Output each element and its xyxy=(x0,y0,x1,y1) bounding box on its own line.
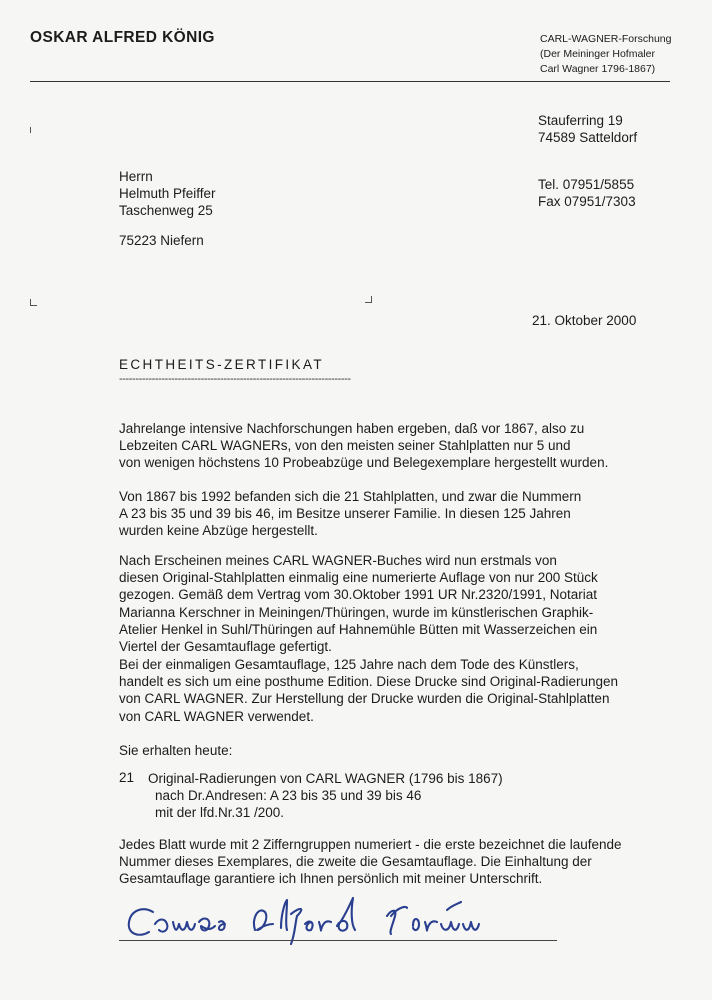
address-window-mark xyxy=(30,299,37,306)
text-line: Original-Radierungen von CARL WAGNER (1796 bis 1867) xyxy=(148,771,503,786)
org-line: Carl Wagner 1796-1867) xyxy=(540,63,656,75)
text-line: nach Dr.Andresen: A 23 bis 35 und 39 bis 46 xyxy=(155,788,422,804)
sender-address xyxy=(538,112,637,146)
text-line: handelt es sich um eine posthume Edition. Diese Drucke sind Original-Radierungen xyxy=(119,674,619,690)
recipient-address xyxy=(119,168,216,219)
handwritten-signature xyxy=(115,888,575,948)
address-window-mark xyxy=(365,296,372,303)
text-line: wurden keine Abzüge hergestellt. xyxy=(119,523,318,539)
text-line: Marianna Kerschner in Meiningen/Thüringen, wurde im künstlerischen Graphik- xyxy=(119,604,594,620)
sender-fax: Fax 07951/7303 xyxy=(538,194,636,209)
recipient-name: Helmuth Pfeiffer xyxy=(119,186,216,201)
org-line: CARL-WAGNER-Forschung xyxy=(540,33,672,45)
text-line: mit der lfd.Nr.31 /200. xyxy=(155,805,285,821)
paragraph xyxy=(119,552,659,655)
letterhead-rule xyxy=(30,81,670,82)
text-line: Gesamtauflage garantiere ich Ihnen persönlich mit meiner Unterschrift. xyxy=(119,871,543,887)
recipient-salutation: Herrn xyxy=(119,169,153,184)
text-line: gezogen. Gemäß dem Vertrag vom 30.Oktober 1991 UR Nr.2320/1991, Notariat xyxy=(119,587,598,603)
text-line: Lebzeiten CARL WAGNERs, von den meisten seiner Stahlplatten nur 5 und xyxy=(119,438,571,454)
text-line: Von 1867 bis 1992 befanden sich die 21 Stahlplatten, und zwar die Nummern xyxy=(119,489,582,504)
recipient-street: Taschenweg 25 xyxy=(119,203,213,218)
paragraph xyxy=(119,836,659,888)
document-title: ECHTHEITS-ZERTIFIKAT xyxy=(119,357,325,372)
text-line: Jedes Blatt wurde mit 2 Zifferngruppen numeriert - die erste bezeichnet die laufende xyxy=(119,837,622,852)
signature-strokes xyxy=(129,898,479,944)
sender-street: Stauferring 19 xyxy=(538,113,623,128)
letter-date: 21. Oktober 2000 xyxy=(532,313,637,328)
paragraph xyxy=(119,488,659,540)
signature-line xyxy=(119,940,557,941)
item-description xyxy=(148,770,503,822)
text-line: von CARL WAGNER verwendet. xyxy=(119,708,314,724)
text-line: Sie erhalten heute: xyxy=(119,743,233,758)
recipient-city: 75223 Niefern xyxy=(119,233,204,248)
paragraph xyxy=(119,656,659,725)
text-line: Nummer dieses Exemplares, die zweite die Gesamtauflage. Die Einhaltung der xyxy=(119,854,592,870)
paragraph xyxy=(119,420,659,472)
sender-city: 74589 Satteldorf xyxy=(538,130,638,145)
text-line: von wenigen höchstens 10 Probeabzüge und Belegexemplare hergestellt wurden. xyxy=(119,455,609,471)
text-line: Bei der einmaligen Gesamtauflage, 125 Jahre nach dem Tode des Künstlers, xyxy=(119,657,579,672)
sender-tel: Tel. 07951/5855 xyxy=(538,177,635,192)
fold-mark xyxy=(30,127,37,133)
text-line: Nach Erscheinen meines CARL WAGNER-Buches wird nun erstmals von xyxy=(119,553,557,568)
text-line: A 23 bis 35 und 39 bis 46, im Besitze unserer Familie. In diesen 125 Jahren xyxy=(119,506,571,522)
text-line: diesen Original-Stahlplatten einmalig eine numerierte Auflage von nur 200 Stück xyxy=(119,570,598,586)
item-count: 21 xyxy=(119,770,135,785)
sender-contact xyxy=(538,176,636,210)
text-line: Atelier Henkel in Suhl/Thüringen auf Hahnemühle Bütten mit Wasserzeichen ein xyxy=(119,621,598,637)
title-underline: ----------------------------------------------------------------------- xyxy=(119,373,351,385)
letterhead-organization xyxy=(540,32,671,77)
org-line: (Der Meininger Hofmaler xyxy=(540,48,655,60)
paragraph xyxy=(119,742,659,759)
letterhead-name: OSKAR ALFRED KÖNIG xyxy=(30,29,215,46)
text-line: Viertel der Gesamtauflage gefertigt. xyxy=(119,639,332,655)
text-line: Jahrelange intensive Nachforschungen haben ergeben, daß vor 1867, also zu xyxy=(119,421,585,436)
text-line: von CARL WAGNER. Zur Herstellung der Drucke wurden die Original-Stahlplatten xyxy=(119,691,610,707)
